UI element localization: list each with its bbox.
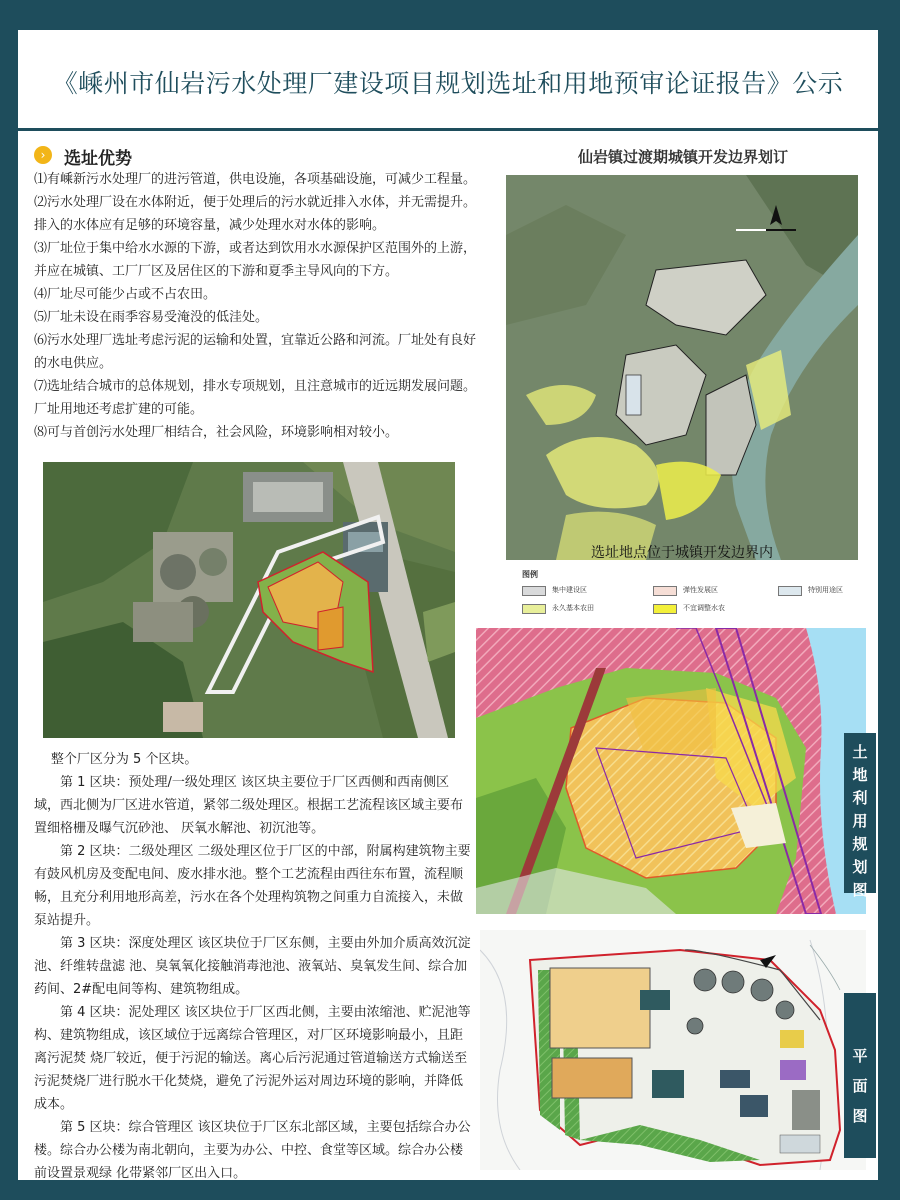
legend-label: 集中建设区	[552, 586, 587, 594]
legend-swatch	[653, 586, 677, 596]
advantages-list	[34, 168, 482, 444]
list-item: ⑹污水处理厂选址考虑污泥的运输和处置，宜靠近公路和河流。厂址处有良好的水电供应。	[34, 333, 477, 371]
site-satellite-image	[43, 462, 455, 738]
paragraph: 第 2 区块：二级处理区 二级处理区位于厂区的中部，附属构建筑物主要有鼓风机房及变配电间、废水排水池。整个工艺流程由西往东布置，流程顺畅，且充分利用地形高差，污水在各个处理构筑物之间重力自流接入，未做泵站提升。	[34, 844, 471, 928]
legend-swatch	[522, 586, 546, 596]
map-legend	[508, 565, 860, 623]
title-bar	[18, 30, 878, 130]
tab-label: 平面图	[852, 1047, 868, 1125]
legend-label: 特别用途区	[808, 586, 843, 594]
list-item: ⑵污水处理厂设在水体附近，便于处理后的污水就近排入水体，并无需提升。排入的水体应有足够的环境容量，减少处理水对水体的影响。	[34, 195, 477, 233]
list-item: ⑸厂址未设在雨季容易受淹没的低洼处。	[34, 310, 269, 325]
legend-label: 弹性发展区	[683, 586, 718, 594]
legend-swatch	[522, 604, 546, 614]
legend-label: 不宜调整水农	[683, 604, 725, 612]
list-item: ⑻可与首创污水处理厂相结合，社会风险，环境影响相对较小。	[34, 425, 399, 440]
section-title: 选址优势	[64, 149, 132, 169]
paragraph: 第 4 区块：泥处理区 该区块位于厂区西北侧，主要由浓缩池、贮泥池等构、建筑物组成，该区域位于远离综合管理区，对厂区环境影响最小，且距离污泥焚 烧厂较近，便于污泥的输送。离心后污泥通过管道输送方式输送至污泥焚烧厂进行脱水干化焚烧，避免了污泥外运对周边环境的影响，并降低成本。	[34, 1005, 471, 1112]
tab-land-use[interactable]	[844, 733, 876, 899]
paragraph: 第 3 区块：深度处理区 该区块位于厂区东侧，主要由外加介质高效沉淀池、纤维转盘滤 池、臭氧氧化接触消毒池池、液氧站、臭氧发生间、综合加药间、2#配电间等构、建筑物组成。	[34, 936, 471, 997]
chevron-right-icon: ›	[34, 146, 52, 164]
boundary-map	[506, 175, 858, 560]
legend-swatch	[778, 586, 802, 596]
land-use-map	[476, 628, 866, 914]
blocks-description	[34, 748, 474, 1185]
legend-title: 图例	[522, 570, 538, 579]
site-plan-map	[480, 930, 866, 1170]
tab-plan[interactable]	[844, 993, 876, 1158]
tab-label: 土地利用规划图	[852, 743, 868, 899]
title-divider	[18, 128, 878, 131]
paragraph: 整个厂区分为 5 个区块。	[50, 752, 198, 767]
poster-panel	[18, 30, 878, 1180]
paragraph: 第 5 区块：综合管理区 该区块位于厂区东北部区域，主要包括综合办公楼。综合办公楼为南北朝向，主要为办公、中控、食堂等区域。综合办公楼前设置景观绿 化带紧邻厂区出入口。	[34, 1120, 471, 1181]
list-item: ⑺选址结合城市的总体规划，排水专项规划，且注意城市的近远期发展问题。厂址用地还考虑扩建的可能。	[34, 379, 477, 417]
legend-label: 永久基本农田	[552, 604, 594, 612]
page-title: 《嵊州市仙岩污水处理厂建设项目规划选址和用地预审论证报告》公示	[52, 69, 844, 98]
list-item: ⑴有嵊新污水处理厂的进污管道，供电设施，各项基础设施，可减少工程量。	[34, 172, 477, 187]
paragraph: 第 1 区块：预处理/一级处理区 该区块主要位于厂区西侧和西南侧区域，西北侧为厂区进水管道，紧邻二级处理区。根据工艺流程该区域主要布置细格栅及曝气沉砂池、 厌氧水解池、初沉池等。	[34, 775, 464, 836]
list-item: ⑶厂址位于集中给水水源的下游，或者达到饮用水水源保护区范围外的上游，并应在城镇、工厂厂区及居住区的下游和夏季主导风向的下方。	[34, 241, 477, 279]
boundary-map-caption: 选址地点位于城镇开发边界内	[591, 545, 773, 561]
boundary-map-title: 仙岩镇过渡期城镇开发边界划订	[577, 148, 788, 166]
list-item: ⑷厂址尽可能少占或不占农田。	[34, 287, 217, 302]
legend-swatch	[653, 604, 677, 614]
